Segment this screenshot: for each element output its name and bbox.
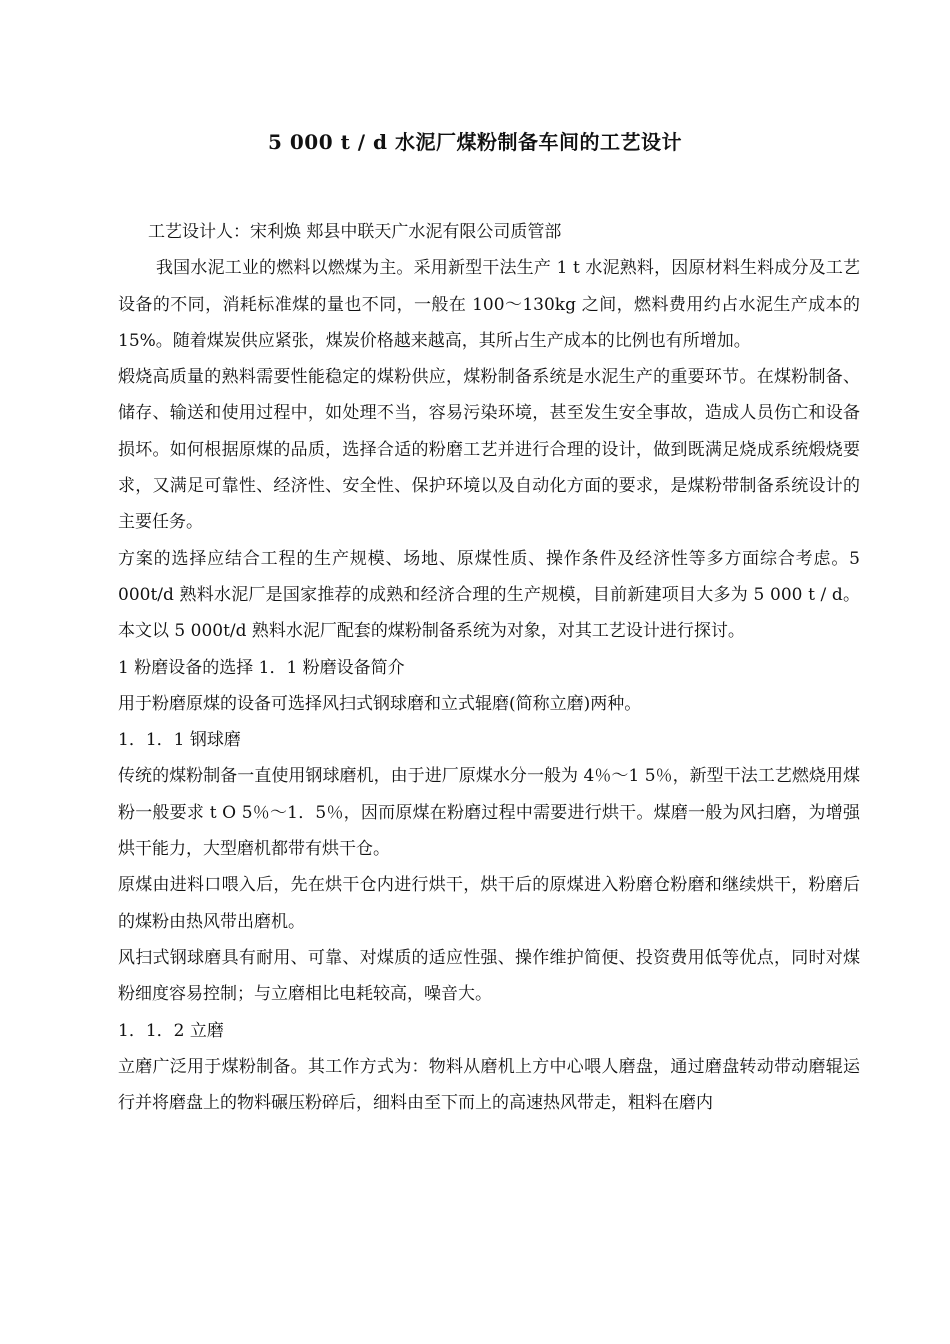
paragraph-vertical-mill: 立磨广泛用于煤粉制备。其工作方式为：物料从磨机上方中心喂人磨盘，通过磨盘转动带动磨辊运行并将磨盘上的物料碾压粉碎后，细料由至下而上的高速热风带走，粗料在磨内 <box>118 1056 860 1114</box>
section-heading-1: 1 粉磨设备的选择 1．1 粉磨设备简介 <box>118 657 405 678</box>
paragraph-ball-mill: 传统的煤粉制备一直使用钢球磨机，由于进厂原煤水分一般为 4％～1 5％，新型干法工艺燃烧用煤粉一般要求 t O 5％～1．5％，因而原煤在粉磨过程中需要进行烘干。煤磨一般为风扫磨，为增强烘干能力，大型磨机都带有烘干仓。 <box>118 766 860 860</box>
paragraph-scheme: 方案的选择应结合工程的生产规模、场地、原煤性质、操作条件及经济性等多方面综合考虑。5 000t/d 熟料水泥厂是国家推荐的成熟和经济合理的生产规模，目前新建项目大多为 5 000 t / d。本文以 5 000t/d 熟料水泥厂配套的煤粉制备系统为对象，对其工艺设计进行探讨。 <box>118 548 860 642</box>
author-line: 工艺设计人：宋利焕 郏县中联天广水泥有限公司质管部 <box>148 222 562 242</box>
section-heading-1-1-2: 1．1．2 立磨 <box>118 1020 224 1041</box>
paragraph-intro: 我国水泥工业的燃料以燃煤为主。采用新型干法生产 1 t 水泥熟料，因原材料生料成分及工艺设备的不同，消耗标准煤的量也不同，一般在 100～130kg 之间，燃料费用约占水泥生产成本的 15%。随着煤炭供应紧张，煤炭价格越来越高，其所占生产成本的比例也有所增加。 <box>118 258 860 351</box>
paragraph-drying: 原煤由进料口喂入后，先在烘干仓内进行烘干，烘干后的原煤进入粉磨仓粉磨和继续烘干，粉磨后的煤粉由热风带出磨机。 <box>118 875 860 932</box>
document-body <box>118 214 860 1121</box>
document-title: 5 000 t / d 水泥厂煤粉制备车间的工艺设计 <box>267 130 682 154</box>
section-heading-1-1-1: 1．1．1 钢球磨 <box>118 730 241 751</box>
paragraph-equipment: 用于粉磨原煤的设备可选择风扫式钢球磨和立式辊磨(简称立磨)两种。 <box>118 693 642 714</box>
paragraph-ball-mill-advantages: 风扫式钢球磨具有耐用、可靠、对煤质的适应性强、操作维护简便、投资费用低等优点，同时对煤粉细度容易控制；与立磨相比电耗较高，噪音大。 <box>118 947 860 1005</box>
paragraph-importance: 煅烧高质量的熟料需要性能稳定的煤粉供应，煤粉制备系统是水泥生产的重要环节。在煤粉制备、储存、输送和使用过程中，如处理不当，容易污染环境，甚至发生安全事故，造成人员伤亡和设备损坏。如何根据原煤的品质，选择合适的粉磨工艺并进行合理的设计，做到既满足烧成系统煅烧要求，又满足可靠性、经济性、安全性、保护环境以及自动化方面的要求，是煤粉带制备系统设计的主要任务。 <box>118 367 860 533</box>
